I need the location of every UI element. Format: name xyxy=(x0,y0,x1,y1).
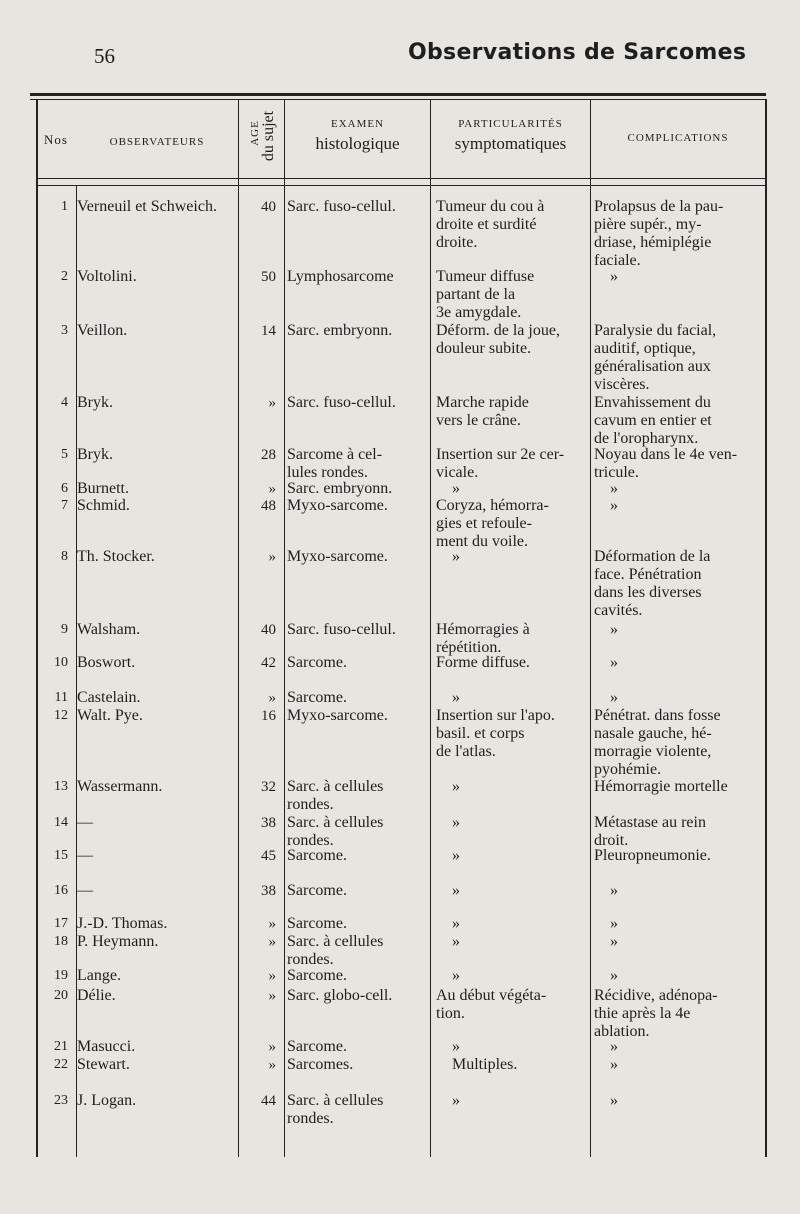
cell-age: 44 xyxy=(261,1093,276,1109)
cell-part: Marche rapide vers le crâne. xyxy=(436,394,529,429)
header-age-line2: du sujet xyxy=(260,110,278,162)
cell-no: 12 xyxy=(54,708,68,723)
cell-no: 6 xyxy=(61,481,68,496)
cell-hist: Sarcome. xyxy=(287,689,347,706)
cell-age: 38 xyxy=(261,883,276,899)
cell-age: 16 xyxy=(261,708,276,724)
cell-age: » xyxy=(268,916,276,932)
cell-obs: Walsham. xyxy=(77,621,141,638)
header-no: Nos xyxy=(44,132,68,147)
cell-part: Coryza, hémorra- gies et refoule- ment du voile. xyxy=(436,497,549,550)
header-particularites: PARTICULARITÉS xyxy=(458,118,563,130)
cell-hist: Sarcome. xyxy=(287,882,347,899)
cell-no: 20 xyxy=(54,988,68,1003)
cell-part: Insertion sur l'apo. basil. et corps de l'atlas. xyxy=(436,707,555,760)
cell-comp: » xyxy=(594,480,618,497)
cell-comp: Prolapsus de la pau- pière supér., my- driase, hémiplégie faciale. xyxy=(594,198,724,269)
cell-age: 40 xyxy=(261,622,276,638)
cell-hist: Sarc. fuso-cellul. xyxy=(287,394,396,411)
cell-comp: » xyxy=(594,497,618,514)
cell-no: 18 xyxy=(54,934,68,949)
cell-comp: Métastase au rein droit. xyxy=(594,814,706,849)
cell-comp: » xyxy=(594,933,618,950)
cell-comp: » xyxy=(594,654,618,671)
cell-part: » xyxy=(436,1092,460,1109)
cell-no: 11 xyxy=(54,690,68,705)
cell-comp: Envahissement du cavum en entier et de l'oropharynx. xyxy=(594,394,712,447)
header-bottom-rule xyxy=(36,178,766,179)
cell-comp: » xyxy=(594,689,618,706)
cell-comp: » xyxy=(594,268,618,285)
cell-no: 15 xyxy=(54,848,68,863)
cell-part: » xyxy=(436,967,460,984)
cell-age: » xyxy=(268,934,276,950)
cell-obs: J. Logan. xyxy=(77,1092,137,1109)
cell-comp: » xyxy=(594,915,618,932)
cell-hist: Sarc. embryonn. xyxy=(287,322,393,339)
cell-comp: » xyxy=(594,967,618,984)
cell-no: 13 xyxy=(54,779,68,794)
cell-comp: » xyxy=(594,1056,618,1073)
cell-age: » xyxy=(268,968,276,984)
cell-no: 19 xyxy=(54,968,68,983)
cell-hist: Sarcomes. xyxy=(287,1056,354,1073)
cell-age: » xyxy=(268,690,276,706)
cell-hist: Myxo-sarcome. xyxy=(287,548,388,565)
cell-obs: Lange. xyxy=(77,967,121,984)
cell-comp: Déformation de la face. Pénétration dans les diverses cavités. xyxy=(594,548,711,619)
cell-part: » xyxy=(436,689,460,706)
cell-part: » xyxy=(436,480,460,497)
cell-obs: P. Heymann. xyxy=(77,933,159,950)
cell-hist: Lymphosarcome xyxy=(287,268,394,285)
header-complications: COMPLICATIONS xyxy=(627,132,729,144)
table-right-border xyxy=(765,99,767,1157)
cell-obs: Walt. Pye. xyxy=(77,707,143,724)
cell-obs: — xyxy=(77,882,93,899)
cell-age: 42 xyxy=(261,655,276,671)
cell-hist: Sarcome. xyxy=(287,654,347,671)
cell-age: 14 xyxy=(261,323,276,339)
cell-part: » xyxy=(436,1038,460,1055)
cell-part: Au début végéta- tion. xyxy=(436,987,547,1022)
cell-no: 23 xyxy=(54,1093,68,1108)
cell-age: » xyxy=(268,1057,276,1073)
cell-no: 7 xyxy=(61,498,68,513)
cell-no: 5 xyxy=(61,447,68,462)
cell-obs: Délie. xyxy=(77,987,116,1004)
header-symptomatiques: symptomatiques xyxy=(454,134,567,153)
header-age-line1: AGE xyxy=(248,120,261,146)
cell-age: 38 xyxy=(261,815,276,831)
cell-obs: — xyxy=(77,847,93,864)
table-top-rule xyxy=(30,93,766,96)
cell-age: » xyxy=(268,395,276,411)
cell-hist: Sarc. fuso-cellul. xyxy=(287,198,396,215)
cell-hist: Sarc. à cellules rondes. xyxy=(287,933,384,968)
cell-part: Forme diffuse. xyxy=(436,654,530,671)
cell-part: Insertion sur 2e cer- vicale. xyxy=(436,446,565,481)
cell-part: Hémorragies à répétition. xyxy=(436,621,530,656)
cell-hist: Sarc. embryonn. xyxy=(287,480,393,497)
cell-hist: Sarc. à cellules rondes. xyxy=(287,778,384,813)
cell-part: » xyxy=(436,882,460,899)
cell-hist: Myxo-sarcome. xyxy=(287,497,388,514)
cell-comp: Pénétrat. dans fosse nasale gauche, hé- morragie violente, pyohémie. xyxy=(594,707,721,778)
cell-hist: Sarc. à cellules rondes. xyxy=(287,1092,384,1127)
cell-obs: Th. Stocker. xyxy=(77,548,155,565)
page-number: 56 xyxy=(94,44,115,68)
cell-comp: » xyxy=(594,882,618,899)
cell-part: Déform. de la joue, douleur subite. xyxy=(436,322,560,357)
cell-obs: Verneuil et Schweich. xyxy=(77,198,217,215)
cell-age: 32 xyxy=(261,779,276,795)
cell-obs: Bryk. xyxy=(77,446,113,463)
cell-no: 1 xyxy=(61,199,68,214)
cell-no: 16 xyxy=(54,883,68,898)
cell-part: Tumeur du cou à droite et surdité droite. xyxy=(436,198,545,251)
cell-age: » xyxy=(268,549,276,565)
cell-obs: Veillon. xyxy=(77,322,128,339)
cell-no: 3 xyxy=(61,323,68,338)
cell-comp: Noyau dans le 4e ven- tricule. xyxy=(594,446,738,481)
cell-hist: Sarcome. xyxy=(287,915,347,932)
cell-comp: » xyxy=(594,1092,618,1109)
cell-obs: Schmid. xyxy=(77,497,130,514)
col-divider-comp xyxy=(590,99,591,1157)
cell-comp: » xyxy=(594,621,618,638)
cell-obs: Bryk. xyxy=(77,394,113,411)
header-bottom-rule-2 xyxy=(36,185,766,186)
header-examen: EXAMEN xyxy=(330,118,385,130)
header-age xyxy=(242,101,286,173)
cell-no: 14 xyxy=(54,815,68,830)
cell-obs: Boswort. xyxy=(77,654,136,671)
cell-comp: Récidive, adénopa- thie après la 4e ablation. xyxy=(594,987,718,1040)
cell-no: 21 xyxy=(54,1039,68,1054)
cell-obs: Wassermann. xyxy=(77,778,163,795)
cell-comp: Hémorragie mortelle xyxy=(594,778,728,795)
header-observateurs: OBSERVATEURS xyxy=(109,136,205,148)
cell-no: 9 xyxy=(61,622,68,637)
cell-obs: Castelain. xyxy=(77,689,141,706)
cell-age: 48 xyxy=(261,498,276,514)
cell-part: » xyxy=(436,814,460,831)
cell-part: Tumeur diffuse partant de la 3e amygdale. xyxy=(436,268,535,321)
cell-part: Multiples. xyxy=(436,1056,518,1073)
cell-comp: Paralysie du facial, auditif, optique, généralisation aux viscères. xyxy=(594,322,717,393)
cell-no: 8 xyxy=(61,549,68,564)
cell-obs: — xyxy=(77,814,93,831)
cell-obs: J.-D. Thomas. xyxy=(77,915,168,932)
cell-no: 4 xyxy=(61,395,68,410)
cell-part: » xyxy=(436,548,460,565)
cell-hist: Sarcome à cel- lules rondes. xyxy=(287,446,383,481)
cell-no: 2 xyxy=(61,269,68,284)
cell-part: » xyxy=(436,778,460,795)
cell-comp: Pleuropneumonie. xyxy=(594,847,711,864)
page-title: Observations de Sarcomes xyxy=(408,40,747,65)
col-divider-age xyxy=(238,99,239,1157)
cell-hist: Sarc. globo-cell. xyxy=(287,987,393,1004)
cell-no: 10 xyxy=(54,655,68,670)
cell-hist: Sarc. fuso-cellul. xyxy=(287,621,396,638)
cell-age: 50 xyxy=(261,269,276,285)
cell-obs: Voltolini. xyxy=(77,268,137,285)
cell-age: » xyxy=(268,1039,276,1055)
cell-no: 22 xyxy=(54,1057,68,1072)
cell-obs: Masucci. xyxy=(77,1038,136,1055)
cell-obs: Burnett. xyxy=(77,480,129,497)
cell-no: 17 xyxy=(54,916,68,931)
cell-hist: Sarc. à cellules rondes. xyxy=(287,814,384,849)
cell-part: » xyxy=(436,847,460,864)
cell-comp: » xyxy=(594,1038,618,1055)
cell-age: 40 xyxy=(261,199,276,215)
cell-age: 28 xyxy=(261,447,276,463)
table-top-rule-thin xyxy=(30,99,766,100)
cell-age: » xyxy=(268,481,276,497)
cell-hist: Sarcome. xyxy=(287,1038,347,1055)
cell-hist: Sarcome. xyxy=(287,847,347,864)
cell-hist: Sarcome. xyxy=(287,967,347,984)
col-divider-hist xyxy=(284,99,285,1157)
cell-age: » xyxy=(268,988,276,1004)
header-histologique: histologique xyxy=(315,134,400,153)
cell-part: » xyxy=(436,915,460,932)
cell-part: » xyxy=(436,933,460,950)
cell-hist: Myxo-sarcome. xyxy=(287,707,388,724)
cell-obs: Stewart. xyxy=(77,1056,130,1073)
cell-age: 45 xyxy=(261,848,276,864)
